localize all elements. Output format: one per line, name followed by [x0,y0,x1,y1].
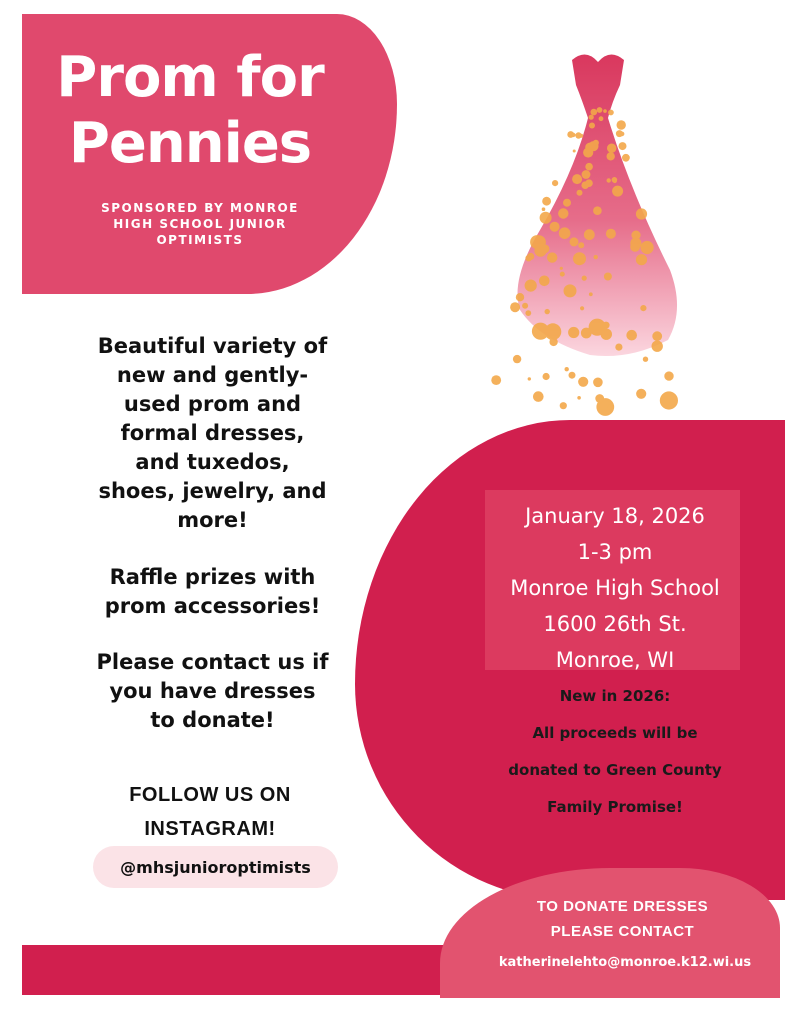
sparkle-bubble [612,177,618,183]
sparkle-bubble [491,375,501,385]
sparkle-bubble [545,309,550,314]
follow-heading: FOLLOW US ON INSTAGRAM! [129,784,291,840]
sparkle-bubble [593,206,602,215]
sparkle-bubble [636,254,647,265]
sparkle-bubble [603,109,607,113]
sparkle-bubble [513,355,521,363]
sparkle-bubble [607,178,611,182]
sparkle-bubble [591,109,598,116]
sparkle-bubble [606,229,616,239]
event-date: January 18, 2026 [525,504,705,528]
sparkle-bubble [559,227,571,239]
sparkle-bubble [584,229,595,240]
sparkle-bubble [539,276,550,287]
description-text: Beautiful variety of new and gently- used prom and formal dresses, and tuxedos, shoes, jewelry, and more! [97,334,328,532]
sparkle-bubble [578,242,584,248]
raffle-text: Raffle prizes with prom accessories! [104,565,321,618]
sparkle-bubble [652,341,663,352]
sparkle-bubble [552,180,558,186]
sparkle-bubble [619,142,627,150]
sparkle-bubble [631,231,640,240]
sparkle-bubble [560,402,567,409]
sparkle-bubble [595,394,604,403]
sparkle-bubble [578,377,588,387]
sparkle-bubble [577,190,583,196]
sparkle-bubble [580,306,584,310]
sparkle-bubble [533,391,544,402]
sparkle-bubble [622,154,630,162]
sparkle-bubble [620,132,625,137]
sparkle-bubble [593,140,599,146]
sparkle-bubble [597,107,603,113]
sparkle-bubble [604,273,612,281]
sparkle-bubble [545,323,562,340]
sparkle-bubble [573,252,586,265]
sparkle-bubble [599,116,604,121]
sparkle-bubble [585,163,593,171]
sparkle-bubble [560,272,565,277]
sparkle-bubble [589,123,595,129]
sparkle-bubble [636,389,646,399]
dress-illustration [480,40,720,430]
sparkle-bubble [660,391,678,409]
sparkle-bubble [626,330,637,341]
sparkle-bubble [572,174,582,184]
sparkle-bubble [525,280,537,292]
sparkle-bubble [542,197,551,206]
sparkle-bubble [594,255,598,259]
bottom-bar [22,945,462,995]
sparkle-bubble [607,144,616,153]
sparkle-bubble [584,175,587,178]
sparkle-bubble [582,276,587,281]
sparkle-bubble [522,303,528,309]
sparkle-bubble [612,186,623,197]
sparkle-bubble [608,404,614,410]
sponsor-text: SPONSORED BY MONROE HIGH SCHOOL JUNIOR OPTIMISTS [101,201,299,247]
sparkle-bubble [543,373,550,380]
contact-text: Please contact us if you have dresses to donate! [96,650,329,732]
sparkle-bubble [571,133,575,137]
sparkle-bubble [568,327,579,338]
sparkle-bubble [560,267,563,270]
sparkle-bubble [581,328,592,339]
sparkle-bubble [558,208,568,218]
sparkle-bubble [541,245,550,254]
sparkle-bubble [565,291,569,295]
sparkle-bubble [615,344,622,351]
sparkle-bubble [516,293,524,301]
sparkle-bubble [664,371,673,380]
sparkle-bubble [547,252,557,262]
sparkle-bubble [564,284,577,297]
sparkle-bubble [550,222,560,232]
sparkle-bubble [525,310,531,316]
sparkle-bubble [617,120,626,129]
instagram-handle[interactable]: @mhsjunioroptimists [93,846,338,888]
sparkle-bubble [636,208,647,219]
sparkle-bubble [589,292,593,296]
sparkle-bubble [563,199,571,207]
sparkle-bubble [589,115,594,120]
sparkle-bubble [542,207,546,211]
sparkle-bubble [565,367,569,371]
sparkle-bubble [573,150,576,153]
page-title: Prom for Pennies [56,45,324,176]
sparkle-bubble [643,357,648,362]
donate-email[interactable]: katherinelehto@monroe.k12.wi.us [498,955,752,970]
sparkle-bubble [583,147,593,157]
sparkle-bubble [540,212,552,224]
event-venue: Monroe High School [510,576,720,600]
sparkle-bubble [527,253,534,260]
sparkle-bubble [510,302,520,312]
sparkle-bubble [607,152,615,160]
sparkle-bubble [641,241,654,254]
event-city: Monroe, WI [555,648,675,672]
donate-heading: TO DONATE DRESSES PLEASE CONTACT [536,898,709,940]
sparkle-bubble [577,396,581,400]
news-text: New in 2026: All proceeds will be donated to Green County Family Promise! [508,687,722,816]
sparkle-bubble [570,237,579,246]
sparkle-bubble [593,378,603,388]
event-street: 1600 26th St. [543,612,687,636]
sparkle-bubble [528,377,531,380]
event-details [470,498,760,678]
sparkle-bubble [569,372,576,379]
sparkle-bubble [579,134,583,138]
event-time: 1-3 pm [577,540,653,564]
sparkle-bubble [640,305,646,311]
sparkle-bubble [608,110,614,116]
sparkle-bubble [581,181,589,189]
sparkle-bubble [652,331,662,341]
